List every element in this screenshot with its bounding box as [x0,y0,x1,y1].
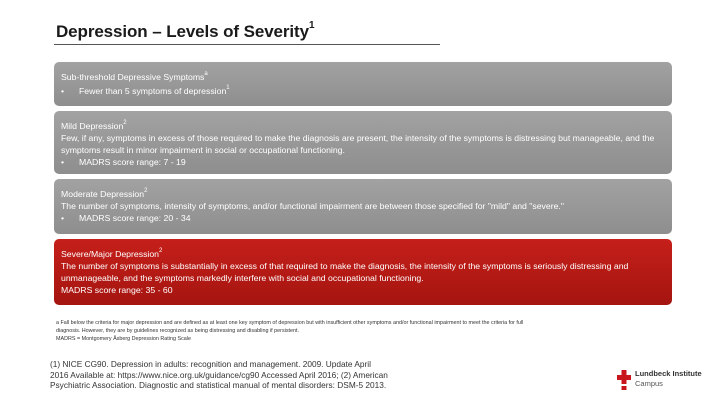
moderate-body: The number of symptoms, intensity of symptoms, and/or functional impairment are between those specified for "mild" and "severe." [61,200,564,211]
lundbeck-logo-icon [617,370,631,390]
mild-body: Few, if any, symptoms in excess of those required to make the diagnosis are present, the intensity of the symptoms is distressing but manageable, and the symptoms result in minor impairment in social or occupational functioning. [61,132,655,155]
mild-heading: Mild Depression$^2$ [61,120,127,131]
title-superscript: 1 [308,20,315,32]
references: (1) NICE CG90. Depression in adults: recognition and management. 2009. Update April 2016 Available at: https://www.nice.org.uk/guidance/cg90 Accessed April 2016; (2) American Psychiatric Association. Diagnostic and statistical manual of mental disorders: DSM-5 2013. [50,359,388,390]
severe-body: The number of symptoms is substantially in excess of that required to make the diagnosis, the intensity of the symptoms is seriously distressing and unmanageable, and the symptoms markedly interfere with social and occupational functioning. [61,260,629,283]
moderate-depression-box [54,179,672,234]
severe-madrs-score: MADRS score range: 35 - 60 [61,284,173,295]
title-underline [54,44,440,45]
footnote-line-3: MADRS = Montgomery Åsberg Depression Rating Scale [56,336,191,342]
page-title [56,22,314,42]
mild-depression-box [54,111,672,174]
footnote-line-1: a Fall below the criteria for major depression and are defined as at least one key symptom of depression but with insufficient other symptoms and/or functional impairment to meet the criteria for full [56,320,524,326]
subthreshold-box [54,62,672,106]
mild-madrs-bullet: • MADRS score range: 7 - 19 [61,156,186,167]
footnote [56,319,676,343]
moderate-heading: Moderate Depression$^2$ [61,188,148,199]
severe-depression-box [54,239,672,305]
moderate-madrs-bullet: • MADRS score range: 20 - 34 [61,212,191,223]
severe-heading: Severe/Major Depression$^2$ [61,248,163,259]
logo-name: Lundbeck Institute [635,369,702,378]
logo-subtitle: Campus [635,379,663,388]
title-text: Depression – Levels of Severity [56,22,309,41]
lundbeck-logo [617,369,707,397]
subthreshold-bullet: • Fewer than 5 symptoms of depression$^1$ [61,84,230,96]
subthreshold-heading: Sub-threshold Depressive Symptoms$^a$ [61,71,208,82]
footnote-line-2: diagnosis. However, they are by guidelines recognized as being distressing and disabling if persistent. [56,328,300,334]
